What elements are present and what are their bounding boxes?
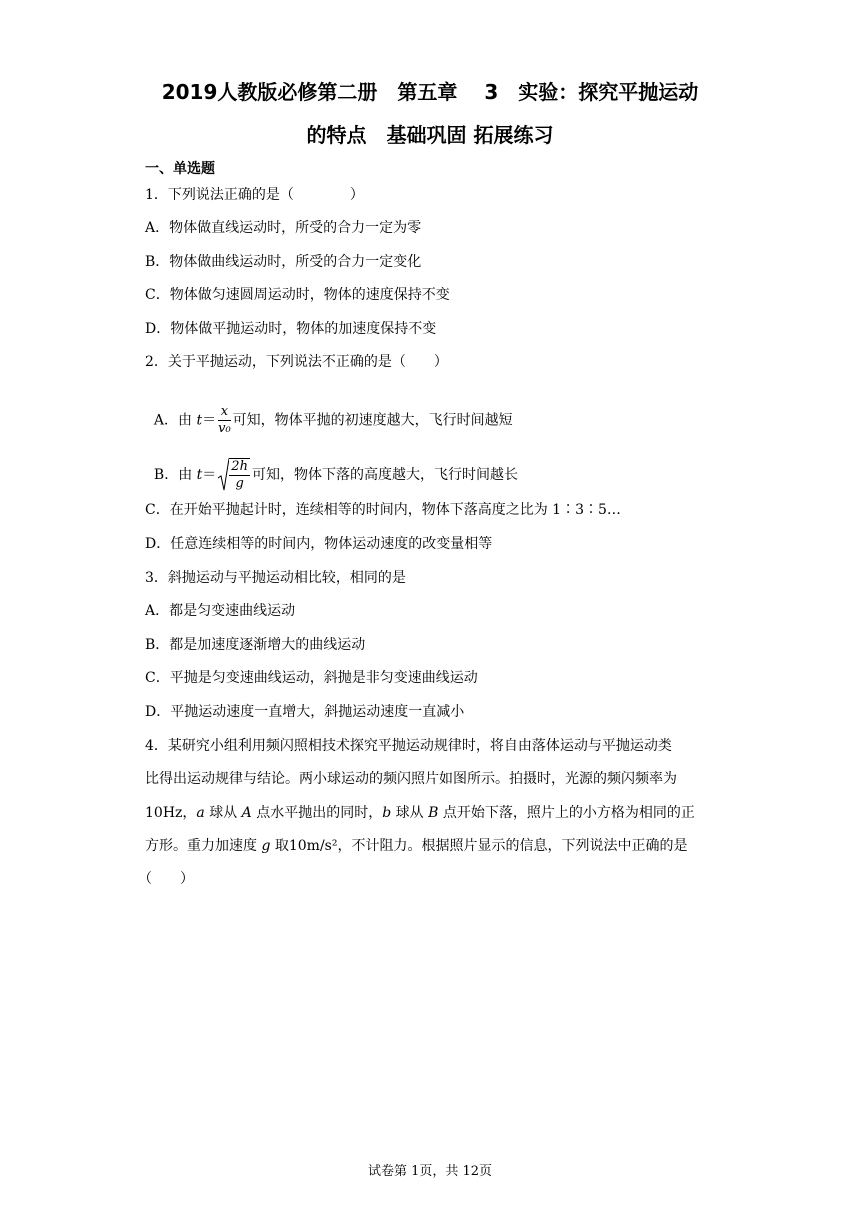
- q4-line-2: 比得出运动规律与结论。两小球运动的频闪照片如图所示。拍摄时，光源的频闪频率为: [145, 771, 677, 787]
- q4-l3-e: 点水平抛出的同时，: [251, 805, 383, 821]
- q4-l3-h: B: [428, 805, 439, 821]
- q4-l3-c: 球从: [204, 805, 242, 821]
- q4-l4-b: g: [261, 838, 271, 854]
- section-heading: 一、单选题: [145, 161, 215, 177]
- q1-stem: 1．下列说法正确的是（ ）: [145, 187, 364, 203]
- q4-l3-d: A: [241, 805, 252, 821]
- q3-stem: 3．斜抛运动与平抛运动相比较，相同的是: [145, 570, 406, 586]
- q2-b-eq: ＝: [202, 467, 217, 483]
- q2-b-sqrt: [218, 458, 250, 492]
- q2-stem: 2．关于平抛运动，下列说法不正确的是（ ）: [145, 354, 448, 370]
- q4-l3-i: 点开始下落，照片上的小方格为相同的正: [438, 805, 695, 821]
- q2-option-d: D．任意连续相等的时间内，物体运动速度的改变量相等: [145, 536, 493, 552]
- q2-a-fraction: [218, 404, 231, 437]
- q4-l3-a: 10Hz，: [145, 805, 197, 821]
- q1-option-b: B．物体做曲线运动时，所受的合力一定变化: [145, 254, 422, 270]
- q2-a-suffix: 可知，物体平抛的初速度越大，飞行时间越短: [232, 412, 513, 429]
- q2-a-numerator: x: [218, 404, 231, 421]
- q2-option-a: [145, 384, 513, 437]
- q2-b-var: t: [196, 467, 203, 483]
- q3-option-c: C．平抛是匀变速曲线运动，斜抛是非匀变速曲线运动: [145, 670, 478, 686]
- q3-option-d: D．平抛运动速度一直增大，斜抛运动速度一直减小: [145, 704, 465, 720]
- q3-option-a: A．都是匀变速曲线运动: [145, 603, 296, 619]
- q2-b-numerator: 2h: [231, 459, 248, 474]
- q4-l3-f: b: [382, 805, 392, 821]
- q4-l3-b: a: [196, 805, 205, 821]
- q4-line-5: （ ）: [138, 871, 194, 887]
- q2-a-denominator: v₀: [218, 421, 231, 436]
- q4-l4-c: 取10m/s²，不计阻力。根据照片显示的信息，下列说法中正确的是: [270, 838, 688, 854]
- q2-a-var: t: [196, 412, 203, 429]
- q3-option-b: B．都是加速度逐渐增大的曲线运动: [145, 637, 366, 653]
- page-footer: 试卷第 1页，共 12页: [367, 1164, 493, 1179]
- title-line-2: 的特点 基础巩固 拓展练习: [306, 123, 554, 147]
- q2-option-b: [145, 438, 518, 492]
- q4-l4-a: 方形。重力加速度: [145, 838, 262, 854]
- q2-b-suffix: 可知，物体下落的高度越大，飞行时间越长: [251, 467, 518, 483]
- q2-b-prefix: B．由: [153, 467, 197, 483]
- q4-line-3: [145, 803, 695, 823]
- q4-line-1: 4．某研究小组利用频闪照相技术探究平抛运动规律时，将自由落体运动与平抛运动类: [145, 738, 672, 754]
- q2-b-denominator: g: [235, 476, 244, 491]
- q1-option-c: C．物体做匀速圆周运动时，物体的速度保持不变: [145, 287, 450, 303]
- title-line-1: 2019人教版必修第二册 第五章 3 实验：探究平抛运动: [161, 80, 699, 104]
- q4-l3-g: 球从: [391, 805, 429, 821]
- q2-a-prefix: A．由: [153, 412, 197, 429]
- q4-line-4: [145, 836, 687, 856]
- q1-option-a: A．物体做直线运动时，所受的合力一定为零: [145, 220, 422, 236]
- q1-option-d: D．物体做平抛运动时，物体的加速度保持不变: [145, 321, 437, 337]
- q2-a-eq: ＝: [202, 412, 217, 429]
- q2-b-fraction: [229, 458, 250, 492]
- q2-option-c: C．在开始平抛起计时，连续相等的时间内，物体下落高度之比为 1∶3∶5…: [145, 502, 621, 518]
- radical-sign-icon: [218, 458, 229, 492]
